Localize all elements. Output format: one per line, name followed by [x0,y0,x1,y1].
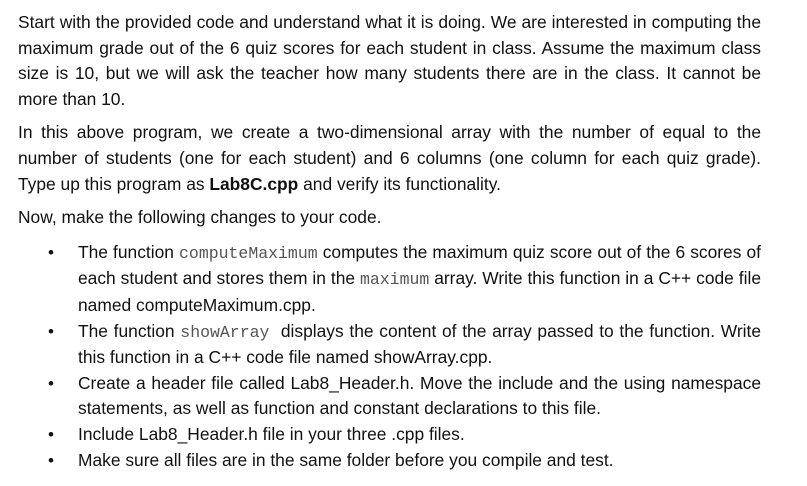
bullet-icon: • [48,321,54,341]
bullet-icon: • [48,450,54,470]
list-item-show-array [48,319,766,371]
list-item-text: Include Lab8_Header.h file in your three .cpp files. [78,423,465,444]
code-show-array: showArray [180,322,270,342]
bullet-icon: • [48,373,54,393]
bullet-icon: • [48,424,54,444]
changes-intro-paragraph: Now, make the following changes to your code. [18,207,382,228]
list-item-header-file [48,371,761,422]
bullet-icon: • [48,242,54,262]
list-item-include-header [48,422,761,448]
list-item-text: displays the content of the array passed to the function. Write this function in a C++ code file named showArray.cpp. [78,320,766,368]
program-description-text-end: and verify its functionality. [298,173,501,194]
list-item-text: The function [78,320,181,341]
intro-paragraph: Start with the provided code and understand what it is doing. We are interested in computing the maximum grade out of the 6 quiz scores for each student in class. Assume the maximum class size is 10, but we will ask the teacher how many students there are in the class. It cannot be more than 10. [18,12,761,109]
list-item-text: array. Write this function in a C++ code file named computeMaximum.cpp. [78,268,761,315]
filename-lab8c: Lab8C.cpp [209,173,299,194]
list-item-text: computes the maximum quiz score out of the 6 scores of each student and stores them in the [78,241,761,289]
changes-list [18,240,766,473]
list-item-compute-maximum [48,240,761,319]
list-item-text: The function [78,241,180,262]
list-item-same-folder [48,448,761,474]
code-maximum: maximum [359,270,430,290]
code-compute-maximum: computeMaximum [179,243,318,263]
list-item-text: Make sure all files are in the same folder before you compile and test. [78,449,614,470]
list-item-text: Create a header file called Lab8_Header.h. Move the include and the using namespace statements, as well as function and constant declarations to this file. [78,372,761,419]
program-description-paragraph [18,120,761,197]
program-description-text: In this above program, we create a two-dimensional array with the number of equal to the number of students (one for each student) and 6 columns (one column for each quiz grade). Type up this program as [18,122,761,194]
